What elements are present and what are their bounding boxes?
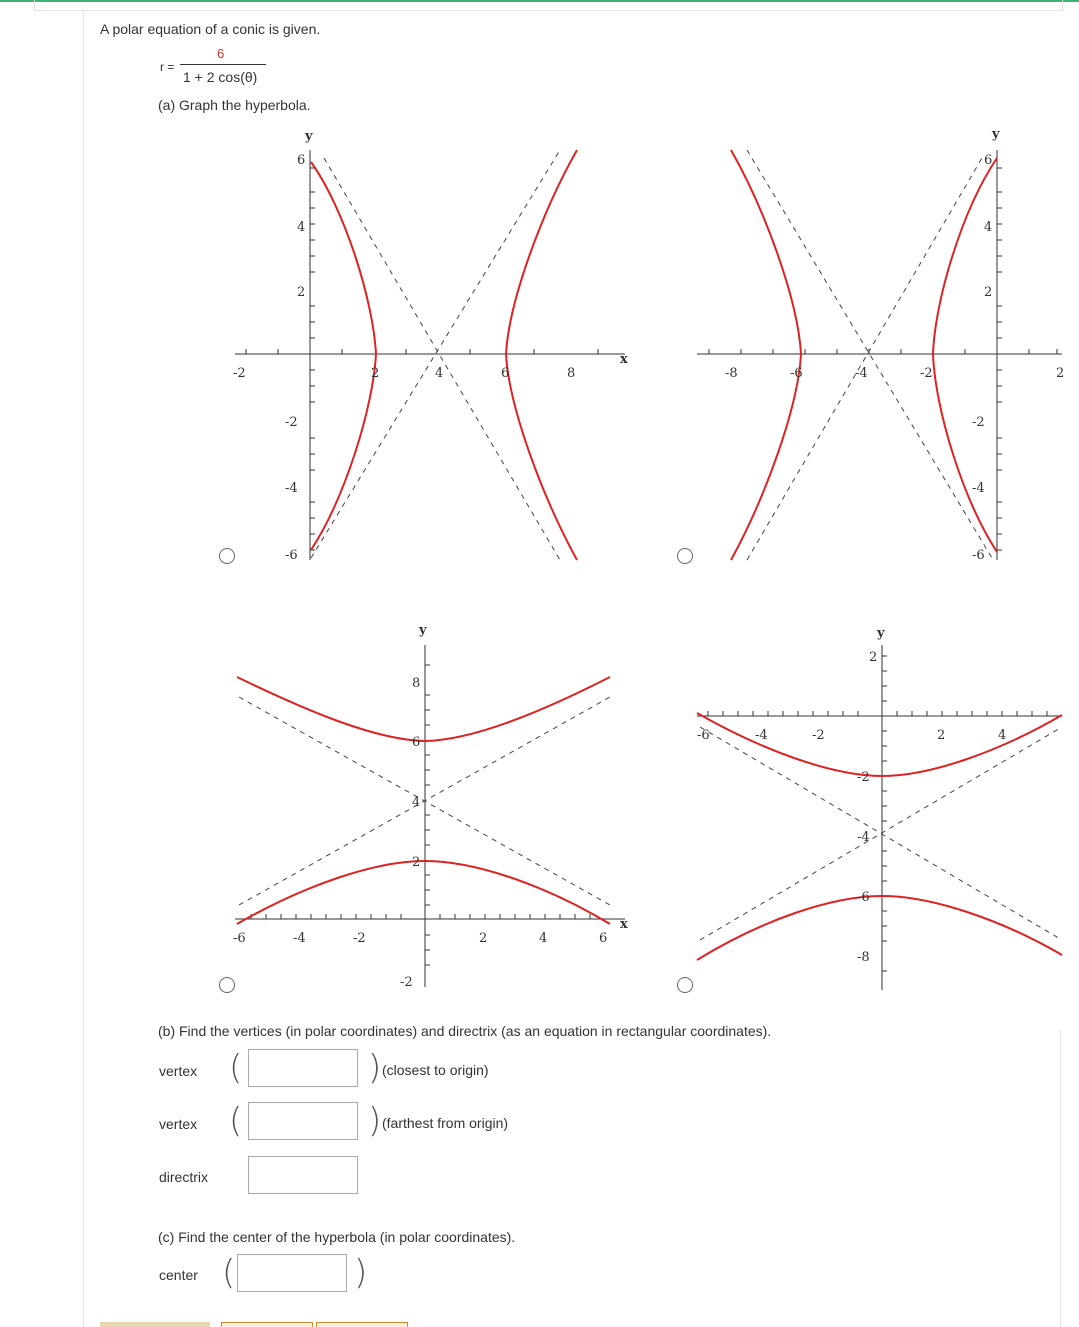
hyperbola-upper-branch <box>697 713 1062 776</box>
problem-intro: A polar equation of a conic is given. <box>100 21 321 37</box>
content-border <box>83 10 84 1327</box>
vertex1-note: (closest to origin) <box>382 1062 489 1078</box>
hyperbola-left-branch <box>311 162 376 550</box>
x-tick-label: -2 <box>920 366 933 381</box>
x-tick-label: -4 <box>855 366 868 381</box>
vertex2-input[interactable] <box>248 1102 358 1140</box>
top-frame <box>34 0 1063 11</box>
hyperbola-lower-branch <box>697 896 1062 960</box>
radio-option-c[interactable] <box>219 977 235 993</box>
y-tick-label: 8 <box>412 676 421 691</box>
asymptote-2 <box>747 158 982 560</box>
open-paren: ( <box>229 1048 243 1088</box>
x-tick-label: 2 <box>371 366 380 381</box>
y-tick-label: 2 <box>297 285 306 300</box>
center-input[interactable] <box>237 1254 347 1292</box>
y-tick-label: -2 <box>285 415 298 430</box>
x-tick-label: 6 <box>501 366 510 381</box>
hyperbola-right-branch <box>933 158 997 552</box>
close-paren: ) <box>368 1048 382 1088</box>
hyperbola-upper-branch <box>237 677 610 741</box>
close-paren: ) <box>354 1253 368 1293</box>
y-axis-label: y <box>419 623 427 638</box>
x-axis-label: x <box>620 352 628 367</box>
x-tick-label: 8 <box>567 366 576 381</box>
y-tick-label: 6 <box>412 735 421 750</box>
axis-ticks <box>709 168 1057 550</box>
y-tick-label: 4 <box>984 220 993 235</box>
axis-ticks <box>708 656 1047 971</box>
x-tick-label: -2 <box>812 728 825 743</box>
part-b-heading: (b) Find the vertices (in polar coordinates) and directrix (as an equation in rectangular coordinates). <box>158 1023 772 1039</box>
asymptote-1 <box>324 158 560 560</box>
x-tick-label: 2 <box>1056 366 1065 381</box>
vertex1-input[interactable] <box>248 1049 358 1087</box>
radio-option-d[interactable] <box>677 977 693 993</box>
y-tick-label: -2 <box>972 415 985 430</box>
y-tick-label: -4 <box>972 481 985 496</box>
equation-numerator: 6 <box>217 46 225 61</box>
secondary-button[interactable] <box>316 1322 408 1327</box>
content-border-right <box>1060 1030 1061 1327</box>
graph-option-d <box>692 615 1072 995</box>
x-tick-label: 4 <box>998 728 1007 743</box>
y-tick-label: -8 <box>857 950 870 965</box>
submit-button[interactable] <box>221 1322 313 1327</box>
x-tick-label: -8 <box>725 366 738 381</box>
y-tick-label: -2 <box>857 770 870 785</box>
x-tick-label: -4 <box>755 728 768 743</box>
equation-denominator: 1 + 2 cos(θ) <box>183 69 258 85</box>
y-tick-label: -4 <box>857 830 870 845</box>
hyperbola-right-branch <box>506 150 577 560</box>
radio-option-a[interactable] <box>219 548 235 564</box>
part-c-heading: (c) Find the center of the hyperbola (in polar coordinates). <box>158 1229 516 1245</box>
vertex1-label: vertex <box>159 1063 198 1079</box>
x-tick-label: -2 <box>233 366 246 381</box>
y-tick-label: 2 <box>869 650 878 665</box>
y-axis-label: y <box>305 129 313 144</box>
y-tick-label: 6 <box>297 153 306 168</box>
radio-option-b[interactable] <box>677 548 693 564</box>
x-tick-label: 4 <box>539 931 548 946</box>
x-tick-label: -4 <box>293 931 306 946</box>
x-tick-label: 2 <box>937 728 946 743</box>
y-tick-label: 2 <box>984 285 993 300</box>
y-axis-label: y <box>992 127 1000 142</box>
x-axis-label: x <box>620 917 628 932</box>
hyperbola-left-branch <box>731 150 801 560</box>
graph-option-c <box>225 615 645 995</box>
vertex2-note: (farthest from origin) <box>382 1115 509 1131</box>
x-tick-label: -2 <box>353 931 366 946</box>
directrix-input[interactable] <box>248 1156 358 1194</box>
y-tick-label: 4 <box>412 795 421 810</box>
y-tick-label: -6 <box>857 890 870 905</box>
x-tick-label: 6 <box>599 931 608 946</box>
vertex2-label: vertex <box>159 1116 198 1132</box>
hyperbola-lower-branch <box>237 861 610 924</box>
x-tick-label: 2 <box>479 931 488 946</box>
y-tick-label: -6 <box>285 548 298 563</box>
y-tick-label: 4 <box>297 220 306 235</box>
footer-text-cutoff <box>100 1322 210 1327</box>
y-tick-label: -6 <box>972 548 985 563</box>
equation-r-label: r = <box>160 60 175 74</box>
close-paren: ) <box>368 1101 382 1141</box>
y-axis-label: y <box>877 626 885 641</box>
x-tick-label: -6 <box>790 366 803 381</box>
part-a-heading: (a) Graph the hyperbola. <box>158 97 311 113</box>
x-tick-label: 4 <box>435 366 444 381</box>
graph-option-b <box>692 120 1072 570</box>
fraction-bar <box>180 64 266 65</box>
center-label: center <box>159 1267 198 1283</box>
open-paren: ( <box>229 1101 243 1141</box>
y-tick-label: -2 <box>400 975 413 990</box>
y-tick-label: 6 <box>984 153 993 168</box>
directrix-label: directrix <box>159 1169 209 1185</box>
open-paren: ( <box>222 1253 236 1293</box>
x-tick-label: -6 <box>233 931 246 946</box>
x-tick-label: -6 <box>697 728 710 743</box>
y-tick-label: -4 <box>285 481 298 496</box>
y-tick-label: 2 <box>412 855 421 870</box>
graph-option-a <box>225 120 645 570</box>
